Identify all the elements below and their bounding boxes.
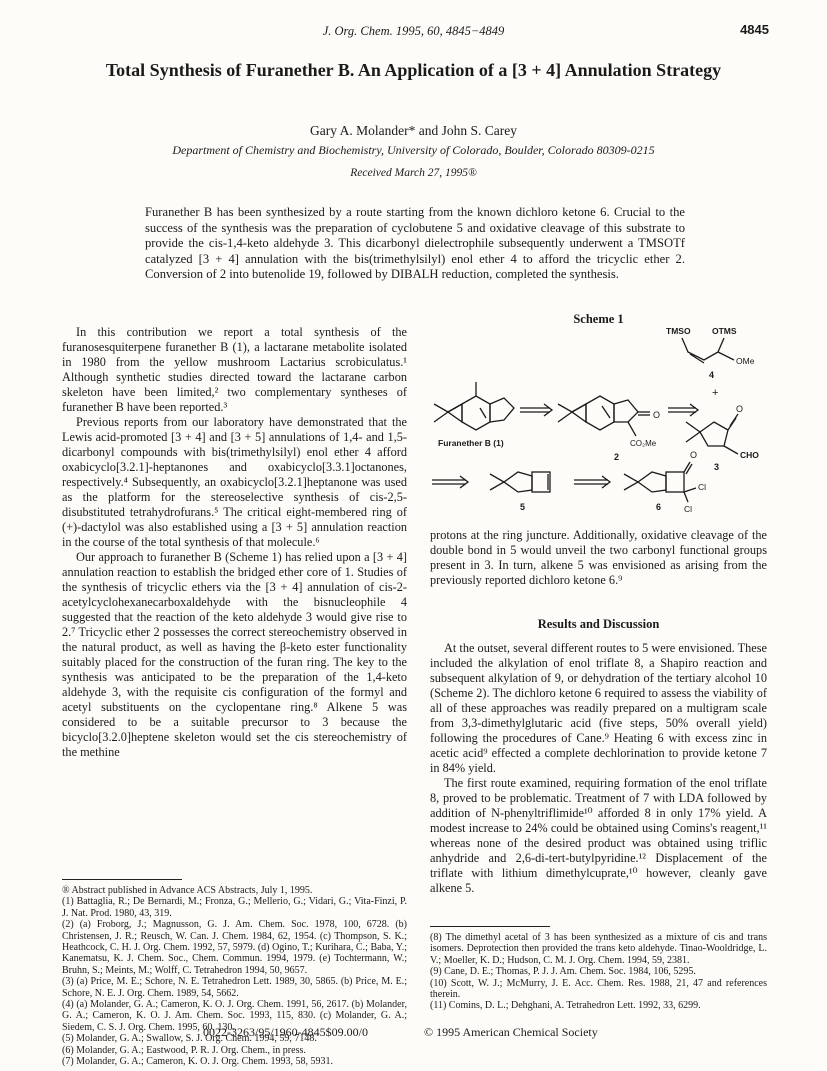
scheme-label: Scheme 1 (573, 312, 624, 326)
compound-3-label: 3 (714, 462, 720, 472)
plus-sign: + (712, 387, 719, 399)
body-paragraph: At the outset, several different routes to 5 were envisioned. These included the alkylation of enol triflate 8, a Shapiro reaction and subsequent alkylation of 9, or dehydration of the tertiary alcohol 10 (Scheme 2). The dichloro ketone 6 required to assess the viability of all of these approaches was readily prepared on a multigram scale from 3,3-dimethylglutaric acid (five steps, 50% overall yield) following the procedures of Cane.⁹ Heating 6 with excess zinc in acetic acid⁹ effected a complete dechlorination to provide ketone 7 in 84% yield. (430, 641, 767, 775)
ketone-o-label: O (736, 404, 744, 414)
ome-label: OMe (736, 356, 755, 366)
results-discussion-text (430, 641, 767, 896)
footnote: (2) (a) Froborg, J.; Magnusson, G. J. Am. Chem. Soc. 1978, 100, 6728. (b) Christensen, J. R.; Reusch, W. Can. J. Chem. 1984, 62, 1954. (c) Thompson, S. K.; Heathcock, C. H. J. Org. Chem. 1992, 57, 5979. (d) Ogino, T.; Kurihara, C.; Baba, Y.; Kanematsu, K. J. Chem. Soc., Chem. Commun. 1994, 1979. (e) Tochtermann, W.; Bruhn, S.; Meints, M.; Wolff, C. Tetrahedron 1994, 50, 9657. (62, 919, 407, 976)
article-authors: Gary A. Molander* and John S. Carey (310, 123, 517, 138)
body-paragraph: In this contribution we report a total synthesis of the furanosesquiterpene furanether B (1), a lactarane metabolite isolated in 1980 from the yellow mushroom Lactarius scrobiculatus.¹ Although synthetic studies directed toward the lactarane carbon skeleton have been limited,² two complementary syntheses of furanether B have been reported.³ (62, 325, 407, 414)
abstract: Furanether B has been synthesized by a route starting from the known dichloro ketone 6. Crucial to the success of the synthesis was the preparation of cyclobutene 5 and oxidative cleavage of this substrate to provide the cis-1,4-keto aldehyde 3. This dicarbonyl dielectrophile subsequently underwent a TMSOTf catalyzed [3 + 4] annulation with the bis(trimethylsilyl) enol ether 4 to afford the tricyclic ether 2. Conversion of 2 into butenolide 19, followed by DIBALH reduction, completed the synthesis. (145, 205, 685, 282)
compound-6-label: 6 (656, 502, 662, 512)
page-number: 4845 (740, 22, 769, 37)
bond-line (434, 412, 448, 422)
cl-label-1: Cl (698, 482, 707, 492)
cho-label: CHO (740, 450, 759, 460)
bond-line (434, 404, 462, 412)
compound-4-label: 4 (709, 370, 715, 380)
furanether-b-structure (434, 382, 514, 430)
footnote: (11) Comins, D. L.; Dehghani, A. Tetrahedron Lett. 1992, 33, 6299. (430, 1000, 701, 1012)
compound-2-label: 2 (614, 452, 620, 462)
author-affiliation: Department of Chemistry and Biochemistry, University of Colorado, Boulder, Colorado 80309-0215 (172, 143, 655, 157)
footnote: (3) (a) Price, M. E.; Schore, N. E. Tetrahedron Lett. 1989, 30, 5865. (b) Price, M. E.; Schore, N. E. J. Org. Chem. 1989, 54, 5662. (62, 976, 407, 999)
section-heading: Results and Discussion (537, 617, 660, 631)
footnotes-left (62, 885, 407, 1068)
article-code: 0022-3263/95/1960-4845$09.00/0 (203, 1025, 368, 1039)
footnote: (8) The dimethyl acetal of 3 has been synthesized as a mixture of cis and trans isomers. Deprotection then provided the trans keto aldehyde. Tinao-Wooldridge, L. V.; Moeller, K. D.; Hudson, C. M. J. Org. Chem. 1994, 59, 2381. (430, 932, 767, 966)
body-paragraph: Our approach to furanether B (Scheme 1) has relied upon a [3 + 4] annulation reaction to establish the bridged ether core of 1. Studies of the synthesis of tricyclic ethers via the [3 + 4] annulation of cis-2-acetylcyclohexanecarboxaldehyde with the bisnucleophile 4 suggested that the reaction of the keto aldehyde 3 would give rise to 2.⁷ Tricyclic ether 2 possesses the correct stereochemistry observed in the natural product, as well as having the β-keto ester functionality suitably placed for the construction of the furan ring. The key to the synthesis was anticipated to be the preparation of the 1,4-keto aldehyde 3, with the requisite cis configuration of the formyl and acetyl substituents on the cyclopentane ring.⁸ Alkene 5 was considered to be a suitable precursor to 3 because the bicyclo[3.2.0]heptene skeleton would set the cis stereochemistry of the methine (62, 550, 407, 759)
left-column (62, 325, 407, 760)
ring-bond (462, 396, 490, 430)
journal-citation: J. Org. Chem. 1995, 60, 4845−4849 (322, 24, 505, 38)
article-title: Total Synthesis of Furanether B. An Application of a [3 + 4] Annulation Strategy (105, 60, 722, 80)
forward-arrow-4 (574, 476, 610, 488)
footnote: (6) Molander, G. A.; Eastwood, P. R. J. Org. Chem., in press. (62, 1044, 306, 1056)
footnote: (7) Molander, G. A.; Cameron, K. O. J. Org. Chem. 1993, 58, 5931. (62, 1056, 334, 1068)
furanether-label: Furanether B (1) (438, 438, 504, 448)
co2me-label: CO₂Me (630, 439, 657, 448)
body-paragraph: The first route examined, requiring formation of the enol triflate 8, proved to be problematic. Treatment of 7 with LDA followed by addition of N-phenyltriflimide¹⁰ afforded 8 in only 17% yield. A modest increase to 24% could be obtained using Comins's reagent,¹¹ whereas none of the desired product was obtained using triflic anhydride and 2,6-di-tert-butylpyridine.¹² Displacement of the triflate with lithium dimethylcuprate,¹⁰ however, cleanly gave alkene 5. (430, 776, 767, 895)
cyclobutene-5-structure (490, 472, 550, 492)
copyright-notice: © 1995 American Chemical Society (424, 1025, 598, 1039)
footnote: (5) Molander, G. A.; Swallow, S. J. Org. Chem. 1994, 59, 7148. (62, 1033, 317, 1045)
keto-aldehyde-3-structure (686, 414, 738, 454)
ring-bond (448, 404, 462, 422)
ketone-o-label: O (690, 450, 698, 460)
compound-5-label: 5 (520, 502, 526, 512)
footnote-rule (430, 926, 550, 927)
running-header (0, 22, 827, 42)
footnote-rule (62, 879, 182, 880)
tricyclic-ether-2-structure (558, 396, 650, 436)
carbonyl-o-label: O (653, 410, 661, 420)
footnote: (10) Scott, W. J.; McMurry, J. E. Acc. Chem. Res. 1988, 21, 47 and references therein. (430, 977, 767, 1001)
footnote: ® Abstract published in Advance ACS Abstracts, July 1, 1995. (62, 885, 313, 896)
furan-ring (490, 398, 514, 422)
footnotes-right (430, 932, 767, 1012)
footnote: (9) Cane, D. E.; Thomas, P. J. J. Am. Chem. Soc. 1984, 106, 5295. (430, 966, 696, 978)
retro-arrow-1 (520, 404, 552, 416)
enol-ether-4-structure (682, 338, 734, 363)
right-column-continuation: protons at the ring juncture. Additionally, oxidative cleavage of the double bond in 5 would unveil the two carbonyl functional groups present in 3. In turn, alkene 5 was envisioned as arising from the previously reported dichloro ketone 6.⁹ (430, 528, 767, 587)
received-date: Received March 27, 1995® (350, 167, 477, 179)
forward-arrow-3 (432, 476, 468, 488)
scheme-1-diagram (424, 322, 769, 522)
footnote: (4) (a) Molander, G. A.; Cameron, K. O. J. Org. Chem. 1991, 56, 2617. (b) Molander, G. A.; Cameron, K. O. J. Am. Chem. Soc. 1993, 115, 830. (c) Molander, G. A.; Siedem, C. S. J. Org. Chem. 1995, 60, 130. (62, 999, 407, 1033)
tmso-label: TMSO (666, 326, 691, 336)
footnote: (1) Battaglia, R.; De Bernardi, M.; Fronza, G.; Mellerio, G.; Vidari, G.; Vita-Finzi, P. J. Nat. Prod. 1980, 43, 319. (62, 896, 407, 919)
ether-bridge (480, 408, 486, 418)
cl-label-2: Cl (684, 504, 693, 514)
otms-label: OTMS (712, 326, 737, 336)
dichloro-ketone-6-structure (624, 462, 696, 502)
body-paragraph: Previous reports from our laboratory have demonstrated that the Lewis acid-promoted [3 + 4] and [3 + 5] annulations of 1,4- and 1,5-dicarbonyl compounds with bis(trimethylsilyl) enol ether 4 afford oxabicyclo[3.2.1]-heptanones and oxabicyclo[3.3.1]octanones, respectively.⁴ Subsequently, an oxabicyclo[3.2.1]heptanone was used as the platform for the stereoselective synthesis of cis-2,5-disubstituted tetrahydrofurans.⁵ The critical eight-membered ring of (+)-dactylol was also established using a [3 + 5] annulation reaction in the course of the total synthesis of that molecule.⁶ (62, 415, 407, 549)
retro-arrow-2 (668, 404, 698, 416)
